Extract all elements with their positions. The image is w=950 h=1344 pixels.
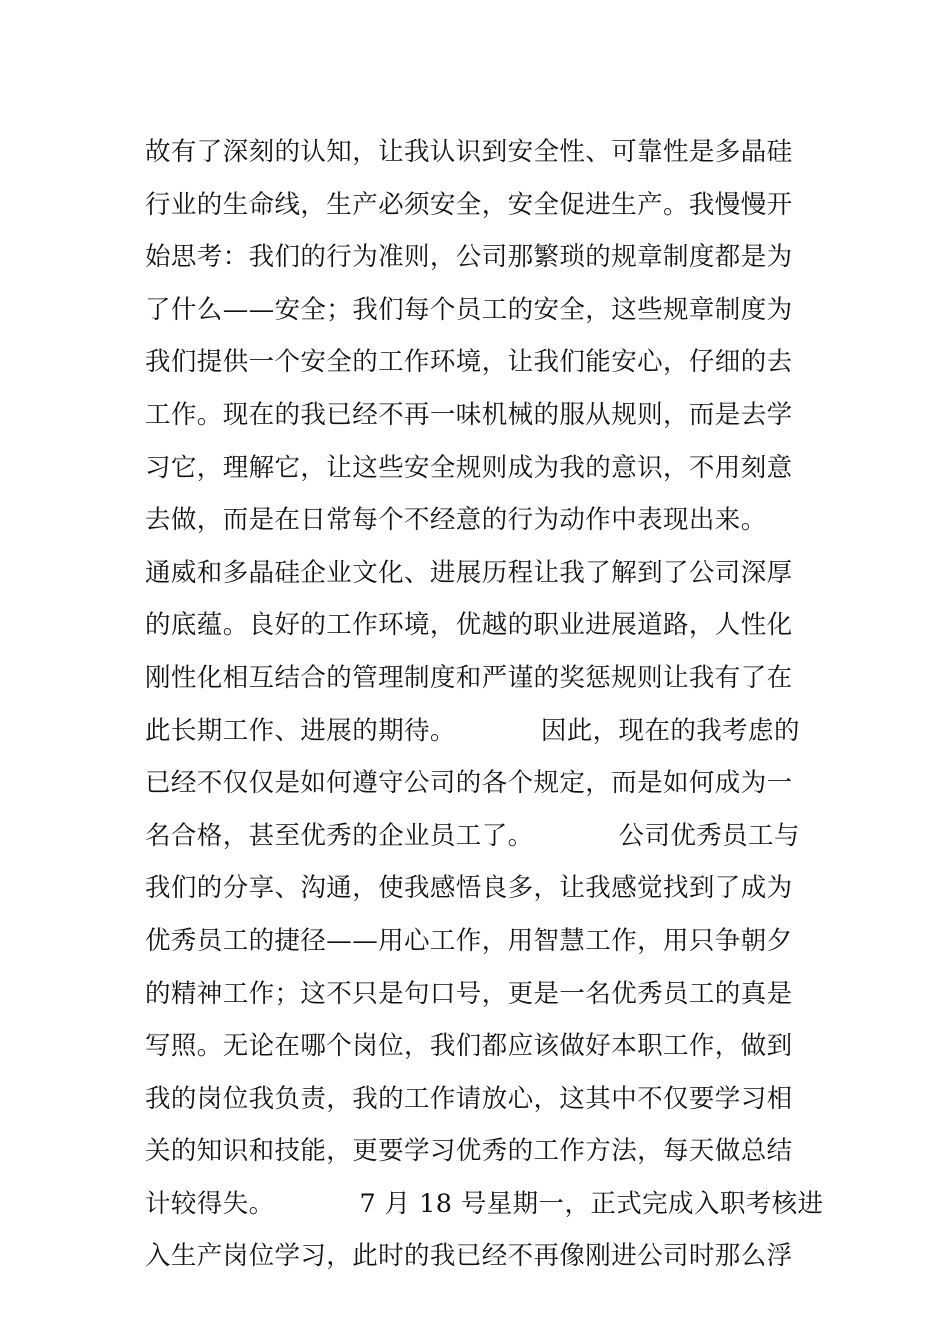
text-line: 的精神工作；这不只是句口号，更是一名优秀员工的真是: [145, 978, 793, 1009]
text-line: 写照。无论在哪个岗位，我们都应该做好本职工作，做到: [145, 1031, 793, 1062]
text-line: 习它，理解它，让这些安全规则成为我的意识，不用刻意: [145, 452, 793, 483]
text-line: 名合格，甚至优秀的企业员工了。 公司优秀员工与: [145, 820, 800, 851]
text-line: 已经不仅仅是如何遵守公司的各个规定，而是如何成为一: [145, 768, 793, 799]
text-line: 去做，而是在日常每个不经意的行为动作中表现出来。: [145, 505, 767, 536]
text-line: 了什么——安全；我们每个员工的安全，这些规章制度为: [145, 294, 793, 325]
text-line: 优秀员工的捷径——用心工作，用智慧工作，用只争朝夕: [145, 925, 793, 956]
text-line: 此长期工作、进展的期待。 因此，现在的我考虑的: [145, 715, 800, 746]
body-text: [145, 126, 825, 1283]
text-line: 刚性化相互结合的管理制度和严谨的奖惩规则让我有了在: [145, 662, 793, 693]
text-line: 的底蕴。良好的工作环境，优越的职业进展道路，人性化: [145, 610, 793, 641]
text-line: 入生产岗位学习，此时的我已经不再像刚进公司时那么浮: [145, 1241, 793, 1272]
text-line: 关的知识和技能，更要学习优秀的工作方法，每天做总结: [145, 1136, 793, 1167]
text-line: 通威和多晶硅企业文化、进展历程让我了解到了公司深厚: [145, 557, 793, 588]
text-line: 我的岗位我负责，我的工作请放心，这其中不仅要学习相: [145, 1083, 793, 1114]
text-line: 我们的分享、沟通，使我感悟良多，让我感觉找到了成为: [145, 873, 793, 904]
text-line: 我们提供一个安全的工作环境，让我们能安心，仔细的去: [145, 347, 793, 378]
text-line: 计较得失。 7 月 18 号星期一，正式完成入职考核进: [145, 1188, 824, 1219]
text-line: 工作。现在的我已经不再一味机械的服从规则，而是去学: [145, 399, 793, 430]
text-line: 故有了深刻的认知，让我认识到安全性、可靠性是多晶硅: [145, 137, 793, 167]
text-line: 始思考：我们的行为准则，公司那繁琐的规章制度都是为: [145, 242, 793, 273]
text-line: 行业的生命线，生产必须安全，安全促进生产。我慢慢开: [145, 189, 793, 220]
